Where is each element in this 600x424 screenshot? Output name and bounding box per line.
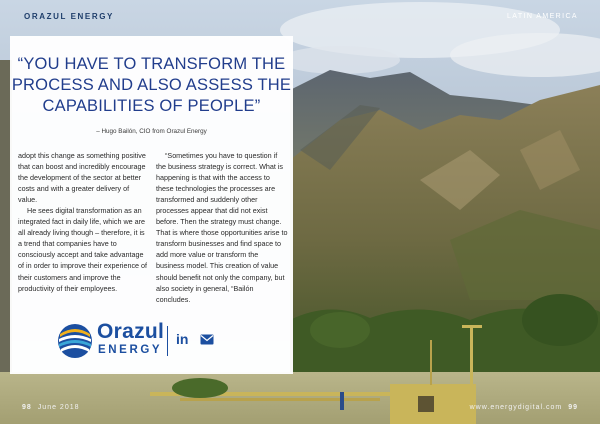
logo-wordmark: Orazul: [97, 320, 165, 343]
orazul-logo: [57, 320, 217, 360]
pull-quote: “YOU HAVE TO TRANSFORM THE PROCESS AND ALSO ASSESS THE CAPABILITIES OF PEOPLE”: [11, 55, 292, 115]
article-column-right: [156, 150, 288, 305]
page-number-left: 98: [22, 404, 32, 411]
quote-attribution: – Hugo Bailón, CIO from Orazul Energy: [96, 128, 207, 135]
article-paragraph: “Sometimes you have to question if the business strategy is correct. What is happening is that with the access to these technologies the processes are transformed and suddenly other processes appear that did not exist before. Then the strategy must change. That is where those opportunities arise to transform businesses and find space to add more value or transform the business model. This creation of value should benefit not only the company, but also society in general, “Bailón concludes.: [156, 151, 288, 304]
magazine-brand-header: ORAZUL ENERGY: [24, 12, 114, 21]
linkedin-icon[interactable]: in: [176, 331, 189, 347]
article-column-left: [18, 150, 150, 294]
footer-left: [22, 404, 80, 411]
logo-divider: [167, 326, 168, 356]
article-paragraph: adopt this change as something positive that can boost and incredibly encourage the development of the sector at better costs and with a greater delivery of value.: [18, 151, 146, 205]
article-paragraph: He sees digital transformation as an integrated fact in daily life, which we are all already living though – therefore, it is a trend that companies have to consciously accept and take advantage of in order to improve their experience of their customers and improve the productivity of their employees.: [18, 206, 148, 293]
footer-right: [470, 404, 578, 411]
page-number-right: 99: [568, 404, 578, 411]
website-link[interactable]: www.energydigital.com: [469, 404, 563, 411]
issue-date: June 2018: [37, 404, 80, 411]
logo-subtext: ENERGY: [98, 344, 163, 356]
orazul-logo-mark-icon: [57, 323, 93, 359]
section-tag: LATIN AMERICA: [507, 13, 578, 20]
mail-icon[interactable]: [200, 334, 214, 345]
